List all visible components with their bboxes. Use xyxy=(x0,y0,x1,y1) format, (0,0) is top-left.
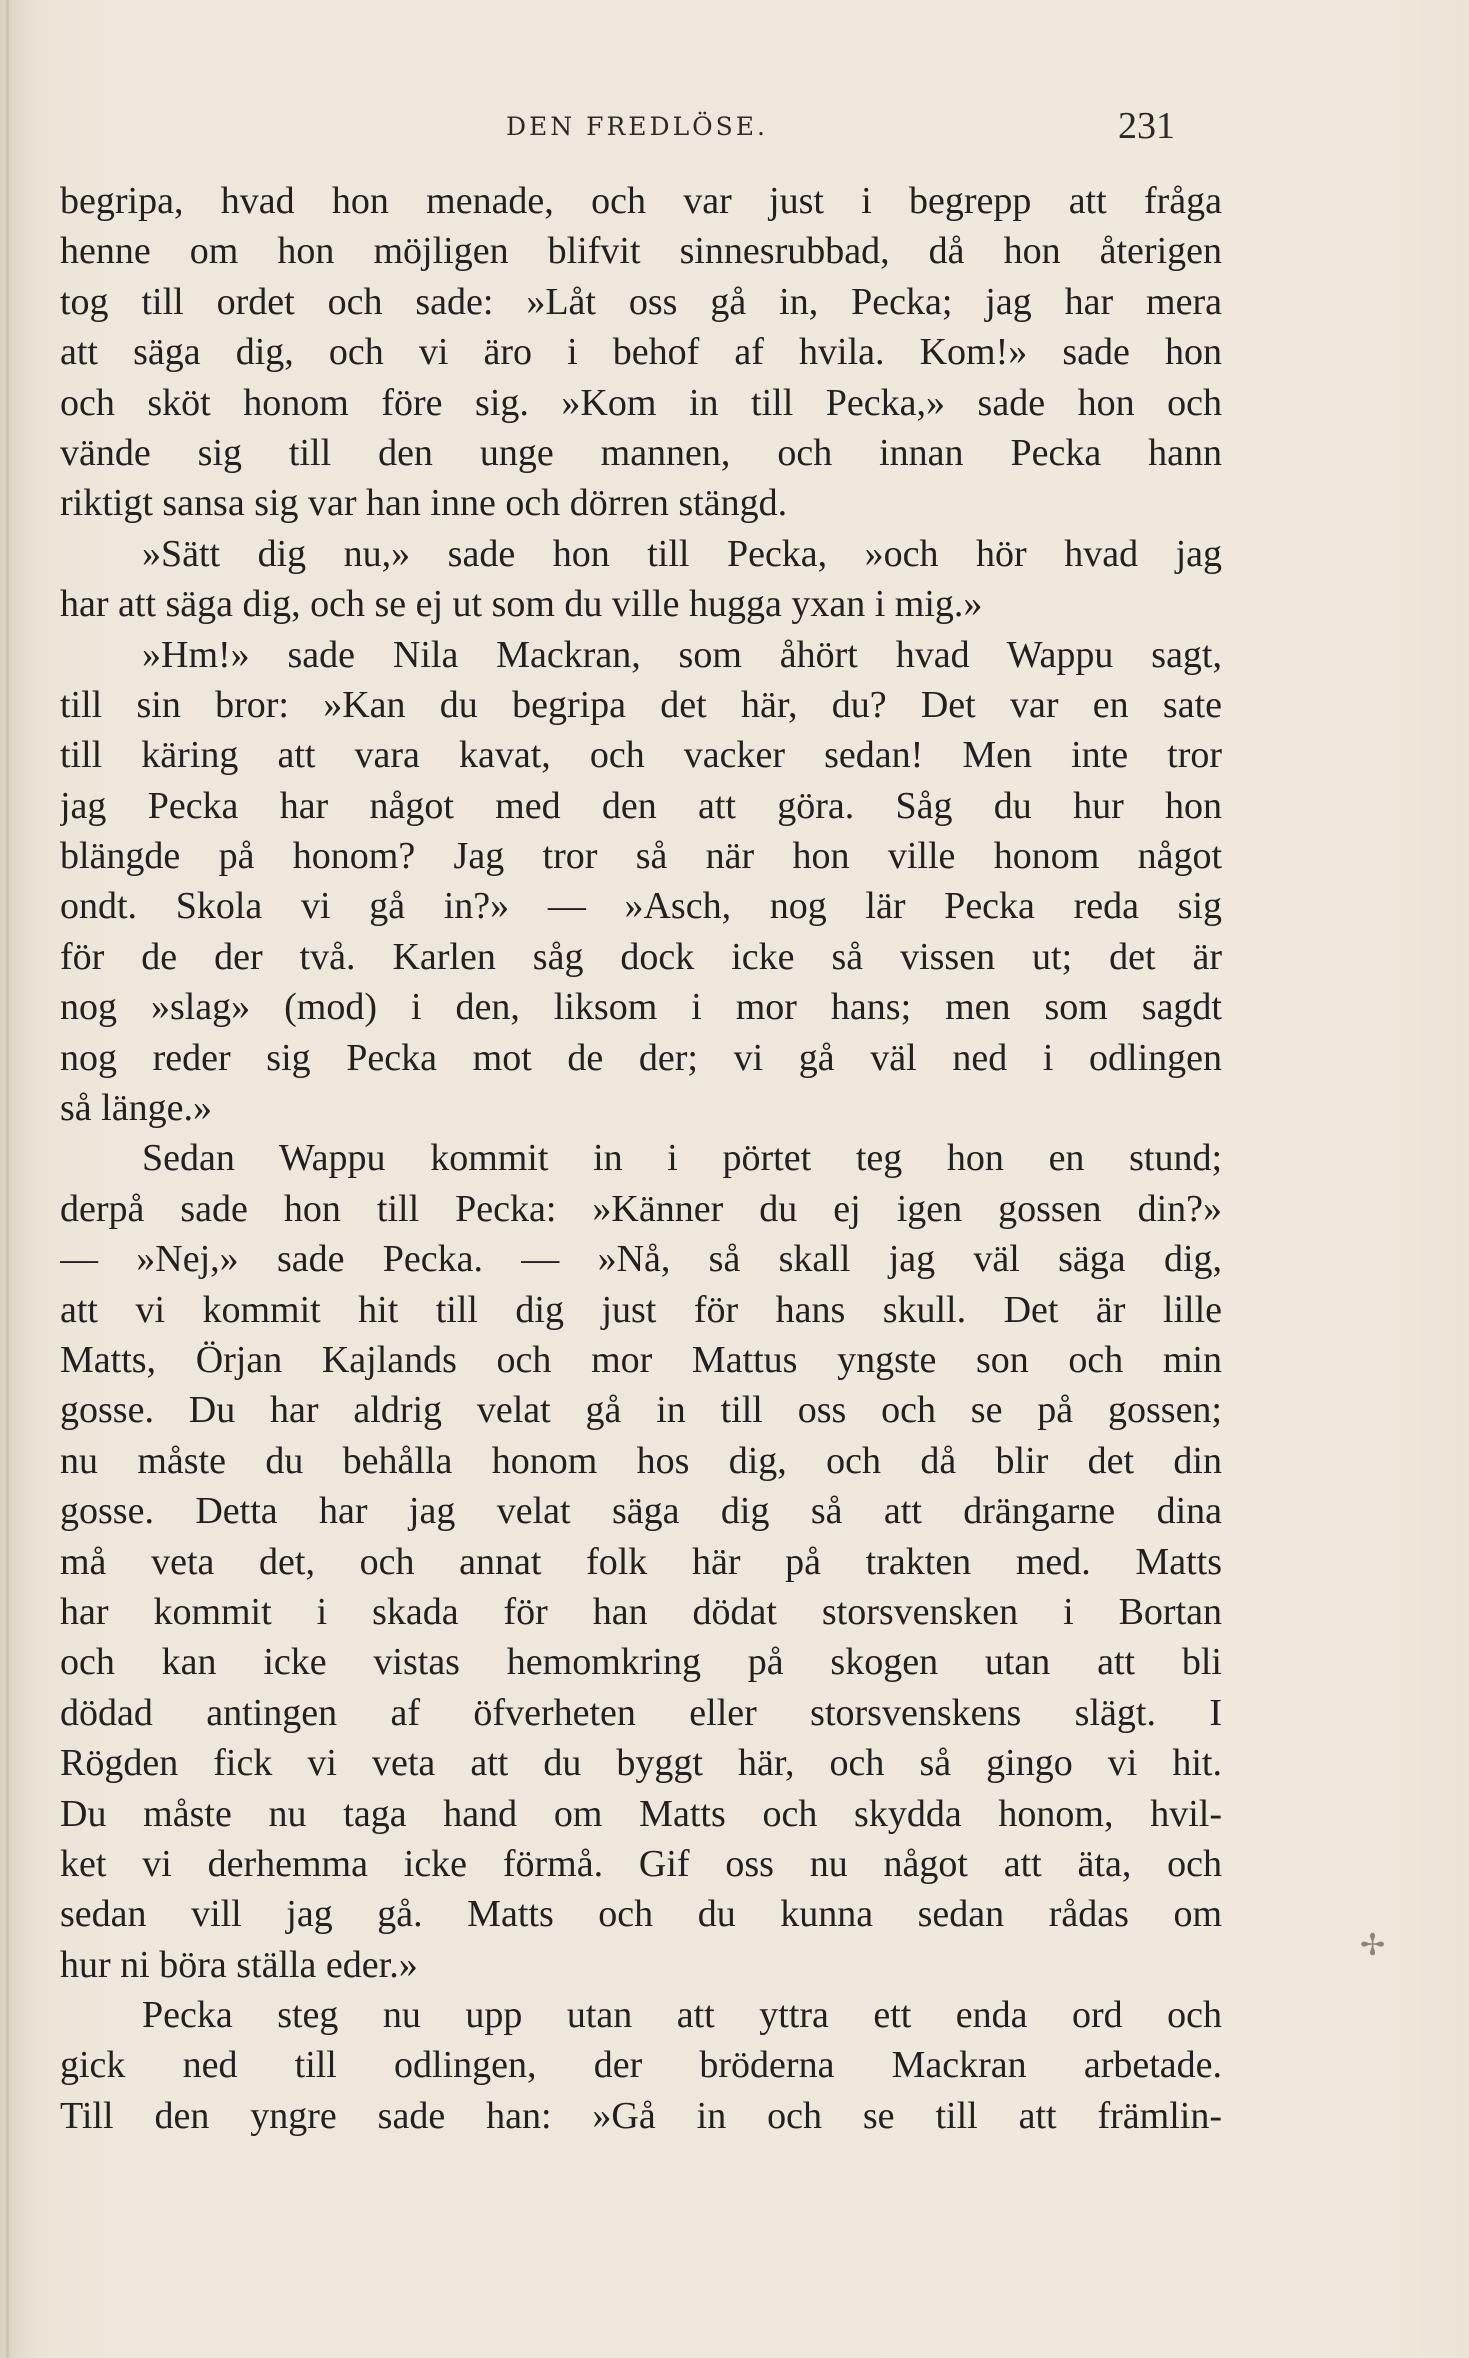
text-line: »Sätt dig nu,» sade hon till Pecka, »och hör hvad jag xyxy=(142,532,1222,575)
text-line: blängde på honom? Jag tror så när hon ville honom något xyxy=(60,835,1222,878)
text-line: till sin bror: »Kan du begripa det här, du? Det var en sate xyxy=(60,683,1222,726)
text-line: och sköt honom före sig. »Kom in till Pecka,» sade hon och xyxy=(60,381,1222,424)
text-line: må veta det, och annat folk här på trakten med. Matts xyxy=(60,1540,1222,1583)
text-line: hur ni böra ställa eder.» xyxy=(60,1943,418,1986)
page-number: 231 xyxy=(1118,105,1175,147)
text-line: Matts, Örjan Kajlands och mor Mattus yngste son och min xyxy=(60,1338,1222,1381)
text-line: begripa, hvad hon menade, och var just i begrepp att fråga xyxy=(60,180,1222,222)
text-line: »Hm!» sade Nila Mackran, som åhört hvad Wappu sagt, xyxy=(142,633,1222,676)
text-line: för de der två. Karlen såg dock icke så vissen ut; det är xyxy=(60,935,1222,978)
text-line: Till den yngre sade han: »Gå in och se till att främlin- xyxy=(60,2094,1222,2137)
text-line: derpå sade hon till Pecka: »Känner du ej igen gossen din?» xyxy=(60,1187,1222,1230)
text-line: gick ned till odlingen, der bröderna Mackran arbetade. xyxy=(60,2044,1222,2087)
text-line: har att säga dig, och se ej ut som du ville hugga yxan i mig.» xyxy=(60,583,983,626)
text-line: har kommit i skada för han dödat storsvensken i Bortan xyxy=(60,1590,1222,1633)
text-line: dödad antingen af öfverheten eller storsvenskens slägt. I xyxy=(60,1691,1222,1734)
text-line: ket vi derhemma icke förmå. Gif oss nu något att äta, och xyxy=(60,1842,1222,1885)
text-line: nu måste du behålla honom hos dig, och då blir det din xyxy=(60,1439,1222,1482)
text-line: — »Nej,» sade Pecka. — »Nå, så skall jag väl säga dig, xyxy=(60,1238,1222,1281)
print-speck: ✢ xyxy=(1360,1928,1386,1963)
text-line: vände sig till den unge mannen, och innan Pecka hann xyxy=(60,431,1222,474)
running-title: DEN FREDLÖSE. xyxy=(506,112,768,141)
text-line: så länge.» xyxy=(60,1087,212,1130)
text-line: Rögden fick vi veta att du byggt här, och så gingo vi hit. xyxy=(60,1742,1222,1785)
text-line: till käring att vara kavat, och vacker sedan! Men inte tror xyxy=(60,734,1222,777)
text-line: riktigt sansa sig var han inne och dörren stängd. xyxy=(60,482,788,525)
text-line: och kan icke vistas hemomkring på skogen utan att bli xyxy=(60,1641,1222,1684)
text-line: att säga dig, och vi äro i behof af hvila. Kom!» sade hon xyxy=(60,331,1222,374)
page-gutter-edge xyxy=(6,0,9,2358)
text-line: gosse. Detta har jag velat säga dig så att drängarne dina xyxy=(60,1490,1222,1533)
text-line: Pecka steg nu upp utan att yttra ett enda ord och xyxy=(142,1994,1222,2037)
text-line: att vi kommit hit till dig just för hans skull. Det är lille xyxy=(60,1288,1222,1331)
text-line: henne om hon möjligen blifvit sinnesrubbad, då hon återigen xyxy=(60,230,1222,273)
text-line: jag Pecka har något med den att göra. Såg du hur hon xyxy=(60,784,1222,827)
text-line: Sedan Wappu kommit in i pörtet teg hon en stund; xyxy=(142,1137,1222,1180)
text-line: Du måste nu taga hand om Matts och skydda honom, hvil- xyxy=(60,1792,1222,1835)
text-line: nog reder sig Pecka mot de der; vi gå väl ned i odlingen xyxy=(60,1036,1222,1079)
text-line: ondt. Skola vi gå in?» — »Asch, nog lär Pecka reda sig xyxy=(60,885,1222,928)
body-text xyxy=(60,176,1222,2141)
text-line: tog till ordet och sade: »Låt oss gå in, Pecka; jag har mera xyxy=(60,280,1222,323)
text-line: sedan vill jag gå. Matts och du kunna sedan rådas om xyxy=(60,1893,1222,1936)
text-line: gosse. Du har aldrig velat gå in till oss och se på gossen; xyxy=(60,1389,1222,1432)
text-line: nog »slag» (mod) i den, liksom i mor hans; men som sagdt xyxy=(60,986,1222,1029)
